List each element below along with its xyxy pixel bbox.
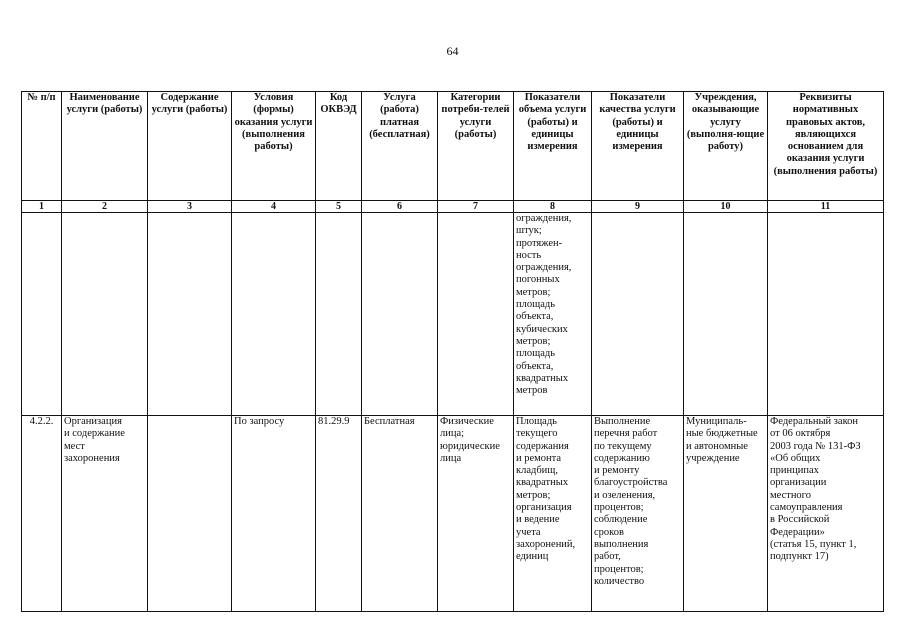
column-number: 1: [22, 201, 62, 213]
service-content-cell: [148, 416, 232, 612]
row-number-cell: 4.2.2.: [22, 416, 62, 612]
payment-type-cell: Бесплатная: [362, 416, 438, 612]
quality-indicators-cell: Выполнение перечня работ по текущему содержанию и ремонту благоустройства и озеленения, процентов; соблюдение сроков выполнения работ, процентов; количество: [592, 416, 684, 612]
column-number: 7: [438, 201, 514, 213]
header-cell: Условия (формы) оказания услуги (выполнения работы): [232, 92, 316, 201]
column-number: 10: [684, 201, 768, 213]
service-name-cell: Организация и содержание мест захоронения: [62, 416, 148, 612]
page-number: 64: [446, 44, 459, 58]
header-cell: Показатели качества услуги (работы) и единицы измерения: [592, 92, 684, 201]
volume-indicators-cell: ограждения, штук; протяжен- ность ограждения, погонных метров; площадь объекта, кубических метров; площадь объекта, квадратных метров: [514, 213, 592, 416]
table-cell: [148, 213, 232, 416]
table-row: [22, 213, 884, 416]
column-number: 2: [62, 201, 148, 213]
conditions-cell: По запросу: [232, 416, 316, 612]
header-cell: Услуга (работа) платная (бесплатная): [362, 92, 438, 201]
header-cell: Код ОКВЭД: [316, 92, 362, 201]
providers-cell: Муниципаль- ные бюджетные и автономные учреждение: [684, 416, 768, 612]
header-cell: № п/п: [22, 92, 62, 201]
column-number: 9: [592, 201, 684, 213]
header-cell: Показатели объема услуги (работы) и единицы измерения: [514, 92, 592, 201]
header-cell: Наименование услуги (работы): [62, 92, 148, 201]
legal-acts-cell: Федеральный закон от 06 октября 2003 года № 131-ФЗ «Об общих принципах организации местного самоуправления в Российской Федерации» (статья 15, пункт 1, подпункт 17): [768, 416, 884, 612]
header-cell: Категории потреби-телей услуги (работы): [438, 92, 514, 201]
table-cell: [316, 213, 362, 416]
header-cell: Содержание услуги (работы): [148, 92, 232, 201]
table-cell: [22, 213, 62, 416]
services-table: [21, 91, 884, 612]
header-row: [22, 92, 884, 201]
table-row: [22, 416, 884, 612]
table-cell: [438, 213, 514, 416]
consumer-categories-cell: Физические лица; юридические лица: [438, 416, 514, 612]
header-cell: Реквизиты нормативных правовых актов, являющихся основанием для оказания услуги (выполнения работы): [768, 92, 884, 201]
column-number-row: [22, 201, 884, 213]
table-cell: [362, 213, 438, 416]
volume-indicators-cell: Площадь текущего содержания и ремонта кладбищ, квадратных метров; организация и ведение учета захоронений, единиц: [514, 416, 592, 612]
table-cell: [592, 213, 684, 416]
column-number: 8: [514, 201, 592, 213]
column-number: 3: [148, 201, 232, 213]
table-cell: [684, 213, 768, 416]
table-cell: [62, 213, 148, 416]
column-number: 11: [768, 201, 884, 213]
table-cell: [768, 213, 884, 416]
column-number: 6: [362, 201, 438, 213]
okved-code-cell: 81.29.9: [316, 416, 362, 612]
header-cell: Учреждения, оказывающие услугу (выполня-ющие работу): [684, 92, 768, 201]
column-number: 5: [316, 201, 362, 213]
table-cell: [232, 213, 316, 416]
column-number: 4: [232, 201, 316, 213]
